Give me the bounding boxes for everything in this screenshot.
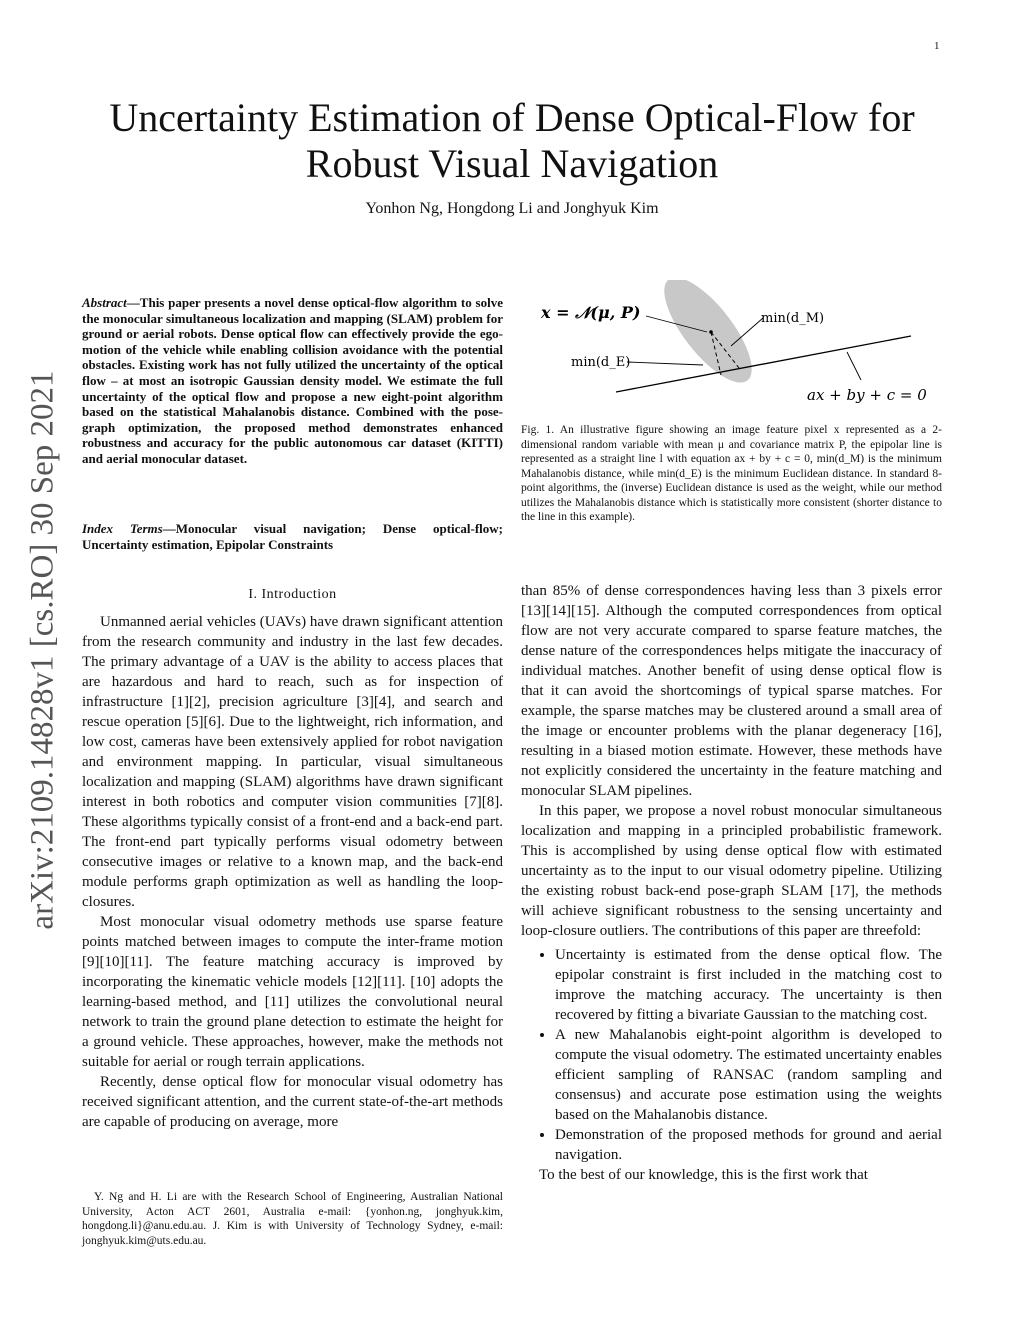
page-number: 1 <box>934 40 940 52</box>
intro-paragraph-1: Unmanned aerial vehicles (UAVs) have drawn significant attention from the research community and industry in the last few decades. The primary advantage of a UAV is the ability to access places that are hazardous and hard to reach, such as for inspection of infrastructure [1][2], precision agriculture [3][4], and search and rescue operation [5][6]. Due to the lightweight, rich information, and low cost, cameras have been extensively applied for robot navigation and environment mapping. In particular, visual simultaneous localization and mapping (SLAM) algorithms have drawn significant interest in both robotics and computer vision communities [7][8]. These algorithms typically consist of a front-end and a back-end part. The front-end part typically performs visual odometry between consecutive images or relative to a known map, and the back-end module performs graph optimization as well as handling the loop-closures. <box>82 614 503 910</box>
arxiv-id: arXiv:2109.14828v1 [cs.RO] 30 Sep 2021 <box>24 370 61 930</box>
arxiv-watermark <box>22 355 64 945</box>
right-paragraph-1: than 85% of dense correspondences having less than 3 pixels error [13][14][15]. Although the computed correspondences from optical flow are not very accurate compared to sparse feature matches, the dense nature of the correspondences helps mitigate the inaccuracy of individual matches. Another benefit of using dense optical flow is that it can avoid the shortcomings of typical sparse matches. For example, the sparse matches may be clustered around a small area of the image or encounter problems with the planar degeneracy [16], resulting in a biased motion estimate. However, these methods have not explicitly considered the uncertainty in the feature matching and monocular SLAM pipelines. <box>521 583 942 799</box>
figure-1-caption: Fig. 1. An illustrative figure showing an image feature pixel x represented as a 2-dimensional random variable with mean μ and covariance matrix P, the epipolar line is represented as a straight line l with equation ax + by + c = 0, min(d_M) is the minimum Mahalanobis distance, while min(d_E) is the minimum Euclidean distance. In standard 8-point algorithms, the (inverse) Euclidean distance is used as the weight, while our method utilizes the Mahalanobis distance which is statistically more consistent (shorter distance to the line in this example). <box>521 424 942 523</box>
arrow-line-label <box>847 352 861 380</box>
right-paragraph-2: In this paper, we propose a novel robust monocular simultaneous localization and mapping in a principled probabilistic framework. This is accomplished by using dense optical flow with estimated uncertainty as to the input to our visual odometry pipeline. Utilizing the existing robust back-end pose-graph SLAM [17], the methods will achieve significant robustness to the sensing uncertainty and loop-closure outliers. The contributions of this paper are threefold: <box>521 803 942 939</box>
epipolar-line <box>616 336 911 392</box>
contribution-item-1: • Uncertainty is estimated from the dense optical flow. The epipolar constraint is first included in the matching cost to improve the matching accuracy. The uncertainty is then recovered by fitting a bivariate Gaussian to the matching cost. <box>555 945 942 1025</box>
figure-label-min-de: min(d_E) <box>571 355 631 370</box>
title-line-1: Uncertainty Estimation of Dense Optical-Flow for <box>109 95 915 140</box>
intro-left-column <box>82 612 503 1132</box>
contribution-item-3: • Demonstration of the proposed methods for ground and aerial navigation. <box>555 1125 942 1165</box>
abstract-text: —This paper presents a novel dense optical-flow algorithm to solve the monocular simultaneous localization and mapping (SLAM) problem for ground or aerial robots. Dense optical flow can effectively provide the ego-motion of the vehicle while enabling collision avoidance with the potential obstacles. Existing work has not fully utilized the uncertainty of the optical flow – at most an isotropic Gaussian density model. We estimate the full uncertainty of the optical flow and propose a new eight-point algorithm based on the statistical Mahalanobis distance. Combined with the pose-graph optimization, the proposed method demonstrates enhanced robustness and accuracy for the public autonomous car dataset (KITTI) and aerial monocular dataset. <box>82 295 503 466</box>
intro-right-column <box>521 581 942 1185</box>
figure-label-x: x = 𝒩(μ, P) <box>541 303 641 322</box>
paper-title <box>60 95 964 187</box>
contributions-list <box>521 945 942 1165</box>
figure-1-illustration <box>521 280 942 420</box>
author-list: Yonhon Ng, Hongdong Li and Jonghyuk Kim <box>365 200 659 217</box>
title-line-2: Robust Visual Navigation <box>305 141 719 186</box>
intro-paragraph-2: Most monocular visual odometry methods use sparse feature points matched between images to compute the inter-frame motion [9][10][11]. The feature matching accuracy is improved by incorporating the kinematic vehicle models [12][11]. [10] adopts the learning-based method, and [11] utilizes the convolutional neural network to train the ground plane detection to estimate the height for a ground vehicle. These approaches, however, make the methods not suitable for aerial or rough terrain applications. <box>82 914 503 1070</box>
intro-paragraph-3: Recently, dense optical flow for monocular visual odometry has received significant attention, and the current state-of-the-art methods are capable of producing on average, more <box>82 1074 503 1130</box>
author-footnote: Y. Ng and H. Li are with the Research School of Engineering, Australian National University, Acton ACT 2601, Australia e-mail: {yonhon.ng, jonghyuk.kim, hongdong.li}@anu.edu.au. J. Kim is with University of Technology Sydney, e-mail: jonghyuk.kim@uts.edu.au. <box>82 1191 503 1247</box>
arrow-min-de <box>627 362 703 365</box>
abstract <box>82 295 503 467</box>
covariance-ellipse <box>650 280 767 395</box>
right-paragraph-3: To the best of our knowledge, this is the first work that <box>539 1167 868 1183</box>
index-terms-text: —Monocular visual navigation; Dense optical-flow; Uncertainty estimation, Epipolar Constraints <box>82 521 503 552</box>
index-terms-label: Index Terms <box>82 521 163 536</box>
contribution-item-2: • A new Mahalanobis eight-point algorithm is developed to compute the visual odometry. The estimated uncertainty enables efficient sampling of RANSAC (random sampling and consensus) and accurate pose estimation using the weights based on the Mahalanobis distance. <box>555 1025 942 1125</box>
section-heading-introduction: I. Introduction <box>248 587 337 602</box>
mean-point <box>709 330 713 334</box>
abstract-label: Abstract <box>82 295 127 310</box>
index-terms <box>82 521 503 552</box>
figure-label-line-equation: ax + by + c = 0 <box>807 386 927 404</box>
figure-label-min-dm: min(d_M) <box>761 311 825 326</box>
